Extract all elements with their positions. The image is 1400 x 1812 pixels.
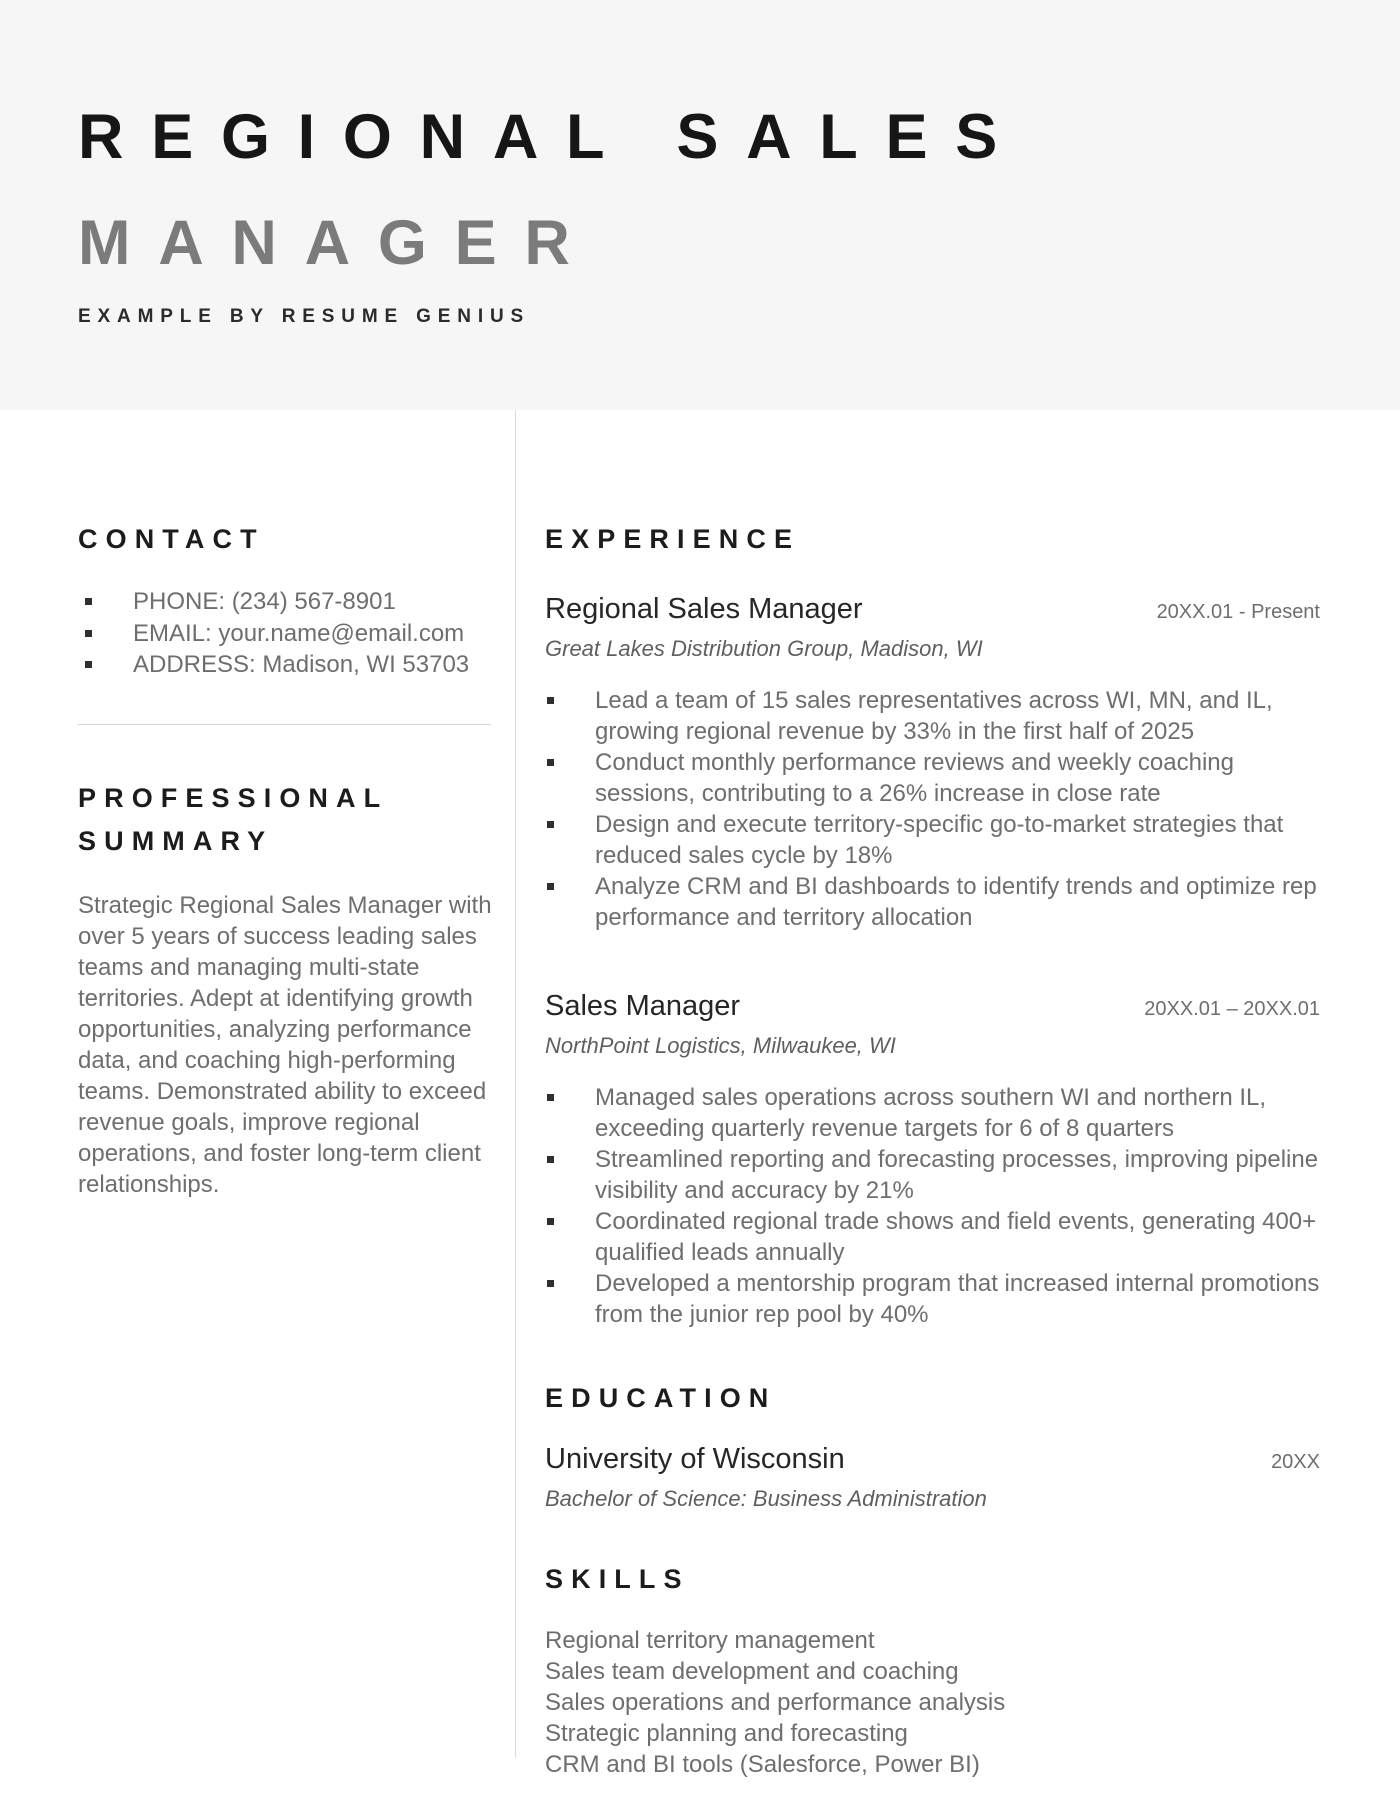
experience-heading: EXPERIENCE [545, 524, 801, 554]
skills-heading: SKILLS [545, 1563, 690, 1594]
job-bullet: Analyze CRM and BI dashboards to identify trends and optimize rep performance and territory allocation [545, 871, 1320, 933]
education-dates: 20XX [1271, 1450, 1320, 1473]
education-section [545, 1377, 1320, 1512]
skills-list [545, 1625, 1320, 1780]
job-bullet: Developed a mentorship program that increased internal promotions from the junior rep pool by 40% [545, 1268, 1320, 1330]
job-entry [545, 989, 1320, 1330]
resume-title-line1: REGIONAL SALES [78, 102, 1025, 172]
contact-section [78, 518, 490, 681]
experience-section [545, 518, 1320, 1330]
resume-body [0, 410, 1400, 1812]
job-header-row [545, 592, 1320, 627]
skill-item: Sales operations and performance analysis [545, 1688, 1006, 1716]
column-divider [515, 410, 516, 1758]
resume-header [0, 0, 1400, 410]
degree-name: Bachelor of Science: Business Administration [545, 1485, 987, 1511]
contact-item-label: ADDRESS: [133, 651, 256, 679]
contact-item-value: (234) 567-8901 [231, 588, 396, 616]
sidebar-divider [78, 724, 491, 725]
job-title: Regional Sales Manager [545, 593, 863, 626]
resume-title-line2: MANAGER [78, 208, 598, 278]
main-column [515, 410, 1400, 1812]
job-header-row [545, 989, 1320, 1024]
job-bullet: Streamlined reporting and forecasting processes, improving pipeline visibility and accuracy by 21% [545, 1144, 1320, 1206]
contact-item [78, 649, 490, 681]
professional-summary-section [78, 777, 490, 1200]
contact-heading: CONTACT [78, 524, 265, 554]
skill-item: Strategic planning and forecasting [545, 1719, 908, 1747]
job-bullet: Design and execute territory-specific go-to-market strategies that reduced sales cycle by 18% [545, 809, 1320, 871]
job-dates: 20XX.01 - Present [1156, 601, 1320, 624]
contact-item-value: your.name@email.com [218, 619, 465, 647]
contact-list [78, 586, 490, 681]
professional-summary-heading: PROFESSIONAL SUMMARY [78, 782, 388, 856]
job-bullet: Conduct monthly performance reviews and weekly coaching sessions, contributing to a 26% increase in close rate [545, 747, 1320, 809]
job-list [545, 592, 1320, 1330]
job-title: Sales Manager [545, 989, 741, 1022]
job-dates: 20XX.01 – 20XX.01 [1144, 997, 1320, 1020]
job-bullet: Managed sales operations across southern WI and northern IL, exceeding quarterly revenue targets for 6 of 8 quarters [545, 1082, 1320, 1144]
job-company: Great Lakes Distribution Group, Madison, WI [545, 635, 983, 661]
school-name: University of Wisconsin [545, 1442, 845, 1475]
job-bullet-list [545, 1082, 1320, 1330]
contact-item-label: PHONE: [133, 588, 226, 616]
contact-item [78, 586, 490, 618]
skill-item: Regional territory management [545, 1626, 875, 1654]
education-heading: EDUCATION [545, 1382, 777, 1413]
skill-item: Sales team development and coaching [545, 1657, 959, 1685]
job-bullet-list [545, 685, 1320, 933]
job-company: NorthPoint Logistics, Milwaukee, WI [545, 1032, 896, 1058]
sidebar-column [0, 410, 515, 1812]
resume-subtitle: EXAMPLE BY RESUME GENIUS [78, 306, 531, 327]
job-entry [545, 592, 1320, 933]
contact-item-value: Madison, WI 53703 [262, 651, 470, 679]
job-bullet: Coordinated regional trade shows and field events, generating 400+ qualified leads annually [545, 1206, 1320, 1268]
contact-item-label: EMAIL: [133, 619, 212, 647]
skills-section [545, 1558, 1320, 1780]
job-bullet: Lead a team of 15 sales representatives across WI, MN, and IL, growing regional revenue by 33% in the first half of 2025 [545, 685, 1320, 747]
professional-summary-text: Strategic Regional Sales Manager with over 5 years of success leading sales teams and managing multi-state territories. Adept at identifying growth opportunities, analyzing performance data, and coaching high-performing teams. Demonstrated ability to exceed revenue goals, improve regional operations, and foster long-term client relationships. [78, 892, 492, 1199]
education-header-row [545, 1442, 1320, 1477]
contact-item [78, 618, 490, 650]
skill-item: CRM and BI tools (Salesforce, Power BI) [545, 1750, 980, 1778]
